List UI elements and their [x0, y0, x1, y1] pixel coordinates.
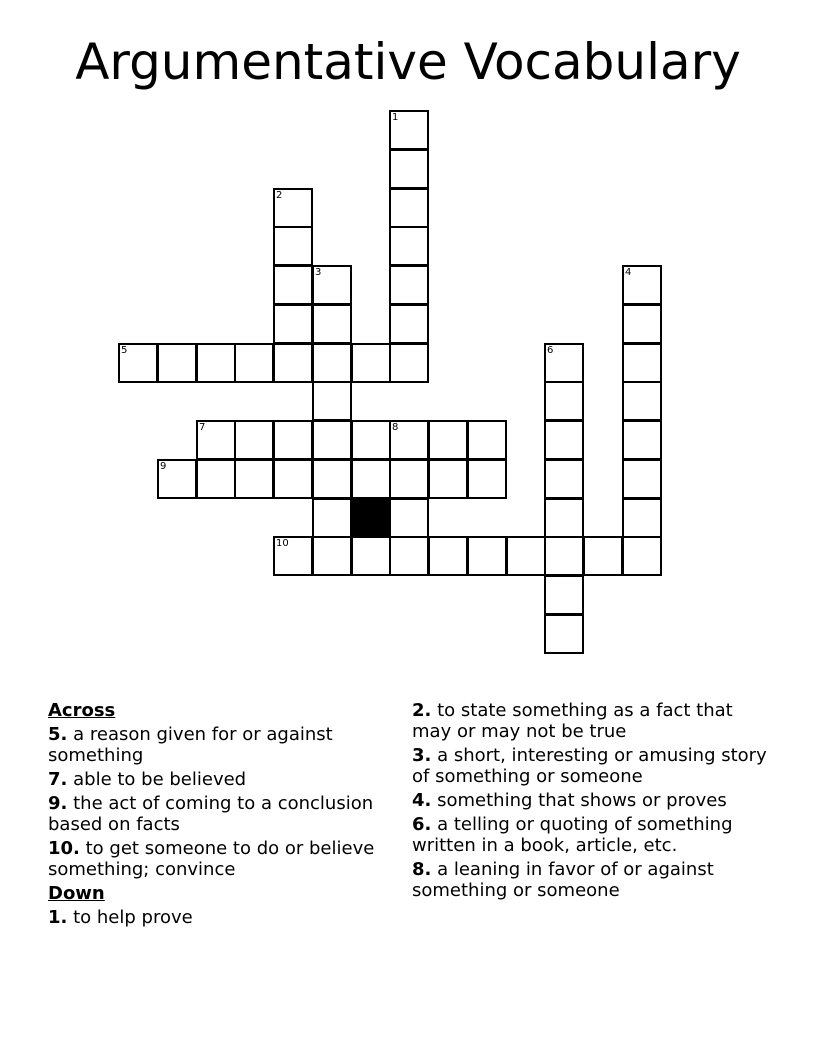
clue-number: 2	[276, 190, 283, 201]
grid-cell[interactable]	[389, 536, 429, 576]
grid-cell[interactable]	[622, 265, 662, 305]
grid-cell[interactable]	[622, 381, 662, 421]
grid-cell[interactable]	[351, 343, 391, 383]
across-clue-7: 7. able to be believed	[48, 769, 247, 790]
grid-cell[interactable]	[312, 304, 352, 344]
grid-cell[interactable]	[622, 536, 662, 576]
grid-cell[interactable]	[389, 110, 429, 150]
grid-cell[interactable]	[273, 226, 313, 266]
clue-number: 6	[547, 345, 554, 356]
across-heading: Across	[48, 700, 116, 721]
down-clue-3: 3. a short, interesting or amusing story of something or someone	[412, 745, 767, 787]
grid-cell[interactable]	[583, 536, 623, 576]
grid-cell[interactable]	[467, 536, 507, 576]
grid-cell[interactable]	[428, 536, 468, 576]
grid-cell[interactable]	[196, 459, 236, 499]
grid-cell[interactable]	[467, 459, 507, 499]
clue-number: 7	[199, 422, 206, 433]
grid-cell[interactable]	[351, 536, 391, 576]
grid-cell[interactable]	[312, 420, 352, 460]
grid-cell[interactable]	[196, 343, 236, 383]
grid-cell[interactable]	[273, 459, 313, 499]
puzzle-title: Argumentative Vocabulary	[75, 33, 741, 91]
down-clue-4: 4. something that shows or proves	[412, 790, 727, 811]
grid-cell[interactable]	[312, 265, 352, 305]
grid-cell[interactable]	[312, 498, 352, 538]
grid-cell[interactable]	[544, 420, 584, 460]
grid-cell[interactable]	[312, 459, 352, 499]
clue-number: 9	[160, 461, 167, 472]
across-clue-5: 5. a reason given for or against something	[48, 724, 333, 766]
blocked-cell	[351, 498, 391, 538]
grid-cell[interactable]	[544, 575, 584, 615]
grid-cell[interactable]	[157, 343, 197, 383]
grid-cell[interactable]	[312, 343, 352, 383]
grid-cell[interactable]	[506, 536, 546, 576]
grid-cell[interactable]	[544, 498, 584, 538]
grid-cell[interactable]	[273, 265, 313, 305]
grid-cell[interactable]	[273, 536, 313, 576]
down-heading: Down	[48, 883, 105, 904]
grid-cell[interactable]	[312, 536, 352, 576]
grid-cell[interactable]	[622, 343, 662, 383]
grid-cell[interactable]	[622, 459, 662, 499]
clues-right-column	[412, 700, 772, 904]
grid-cell[interactable]	[389, 459, 429, 499]
clues-left-column	[48, 700, 408, 931]
down-clue-8: 8. a leaning in favor of or against something or someone	[412, 859, 714, 901]
grid-cell[interactable]	[622, 304, 662, 344]
grid-cell[interactable]	[118, 343, 158, 383]
grid-cell[interactable]	[389, 149, 429, 189]
grid-cell[interactable]	[312, 381, 352, 421]
grid-cell[interactable]	[273, 304, 313, 344]
grid-cell[interactable]	[428, 420, 468, 460]
clue-number: 10	[276, 538, 289, 549]
grid-cell[interactable]	[622, 420, 662, 460]
grid-cell[interactable]	[544, 536, 584, 576]
grid-cell[interactable]	[234, 343, 274, 383]
grid-cell[interactable]	[467, 420, 507, 460]
clue-number: 8	[392, 422, 399, 433]
clue-number: 5	[121, 345, 128, 356]
clue-number: 3	[315, 267, 322, 278]
grid-cell[interactable]	[157, 459, 197, 499]
grid-cell[interactable]	[389, 226, 429, 266]
across-clue-9: 9. the act of coming to a conclusion based on facts	[48, 793, 374, 835]
grid-cell[interactable]	[351, 459, 391, 499]
grid-cell[interactable]	[544, 381, 584, 421]
grid-cell[interactable]	[389, 188, 429, 228]
grid-cell[interactable]	[544, 459, 584, 499]
grid-cell[interactable]	[351, 420, 391, 460]
grid-cell[interactable]	[428, 459, 468, 499]
grid-cell[interactable]	[544, 343, 584, 383]
grid-cell[interactable]	[196, 420, 236, 460]
grid-cell[interactable]	[389, 420, 429, 460]
down-clue-1: 1. to help prove	[48, 907, 193, 928]
grid-cell[interactable]	[273, 343, 313, 383]
grid-cell[interactable]	[389, 498, 429, 538]
grid-cell[interactable]	[544, 614, 584, 654]
down-clue-6: 6. a telling or quoting of something written in a book, article, etc.	[412, 814, 733, 856]
across-clue-10: 10. to get someone to do or believe something; convince	[48, 838, 375, 880]
down-clue-2: 2. to state something as a fact that may or may not be true	[412, 700, 733, 742]
grid-cell[interactable]	[389, 343, 429, 383]
clue-number: 1	[392, 112, 399, 123]
grid-cell[interactable]	[234, 459, 274, 499]
grid-cell[interactable]	[389, 265, 429, 305]
grid-cell[interactable]	[273, 420, 313, 460]
grid-cell[interactable]	[389, 304, 429, 344]
grid-cell[interactable]	[622, 498, 662, 538]
grid-cell[interactable]	[234, 420, 274, 460]
grid-cell[interactable]	[273, 188, 313, 228]
clue-number: 4	[625, 267, 632, 278]
